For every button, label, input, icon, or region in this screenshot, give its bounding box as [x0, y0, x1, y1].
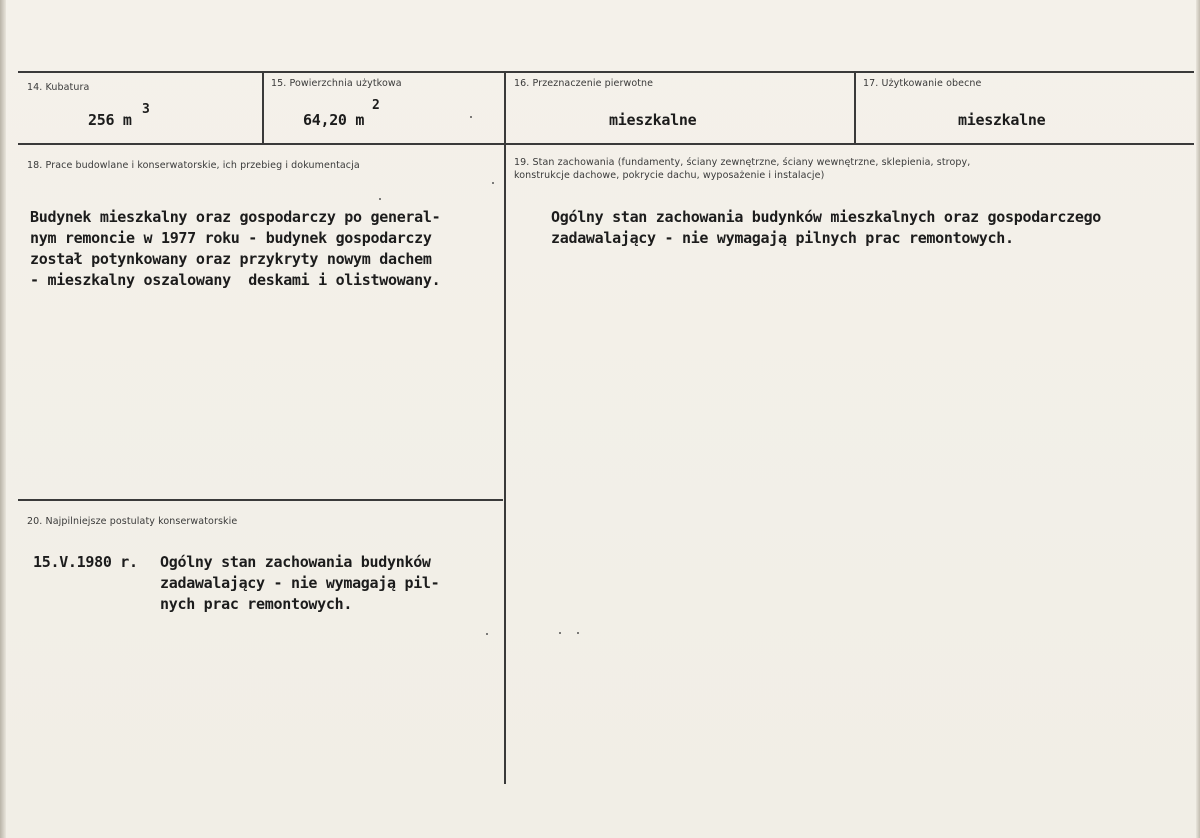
field-14-value: 256 m: [88, 111, 132, 129]
card-left-edge: [0, 0, 6, 838]
field-15-value: 64,20 m: [303, 111, 365, 129]
paper-speck: [486, 633, 488, 635]
field-20-date: 15.V.1980 r.: [33, 553, 138, 571]
col-divider-15-16: [504, 71, 506, 784]
row-divider-1: [18, 143, 1194, 145]
field-17-value: mieszkalne: [958, 111, 1046, 129]
field-14-superscript: 3: [142, 102, 150, 117]
col-divider-16-17: [854, 71, 856, 144]
field-19-text: Ogólny stan zachowania budynków mieszkalnych oraz gospodarczego zadawalający - nie wymagają pilnych prac remontowych.: [551, 208, 1102, 247]
paper-speck: [559, 632, 561, 634]
col-divider-14-15: [262, 71, 264, 144]
field-16-value: mieszkalne: [609, 111, 697, 129]
top-rule: [18, 71, 1194, 73]
paper-speck: [577, 632, 579, 634]
paper-speck: [492, 182, 494, 184]
field-18-label: 18. Prace budowlane i konserwatorskie, ich przebieg i dokumentacja: [27, 160, 360, 171]
field-15-superscript: 2: [372, 98, 380, 113]
field-15-label: 15. Powierzchnia użytkowa: [271, 78, 402, 89]
field-18-text: Budynek mieszkalny oraz gospodarczy po general- nym remoncie w 1977 roku - budynek gospodarczy został potynkowany oraz przykryty nowym dachem - mieszkalny oszalowany deskami i olistwowany.: [30, 208, 441, 289]
paper-speck: [470, 116, 472, 118]
field-19-label: 19. Stan zachowania (fundamenty, ściany zewnętrzne, ściany wewnętrzne, sklepienia, stropy, konstrukcje dachowe, pokrycie dachu, wyposażenie i instalacje): [514, 157, 971, 181]
field-17-label: 17. Użytkowanie obecne: [863, 78, 982, 89]
field-20-text: Ogólny stan zachowania budynków zadawalający - nie wymagają pil- nych prac remontowych.: [160, 553, 440, 613]
field-14-label: 14. Kubatura: [27, 82, 90, 93]
row-divider-left-2: [18, 499, 503, 501]
field-20-label: 20. Najpilniejsze postulaty konserwatorskie: [27, 516, 238, 527]
card-right-edge: [1196, 0, 1200, 838]
field-16-label: 16. Przeznaczenie pierwotne: [514, 78, 654, 89]
paper-speck: [379, 198, 381, 200]
